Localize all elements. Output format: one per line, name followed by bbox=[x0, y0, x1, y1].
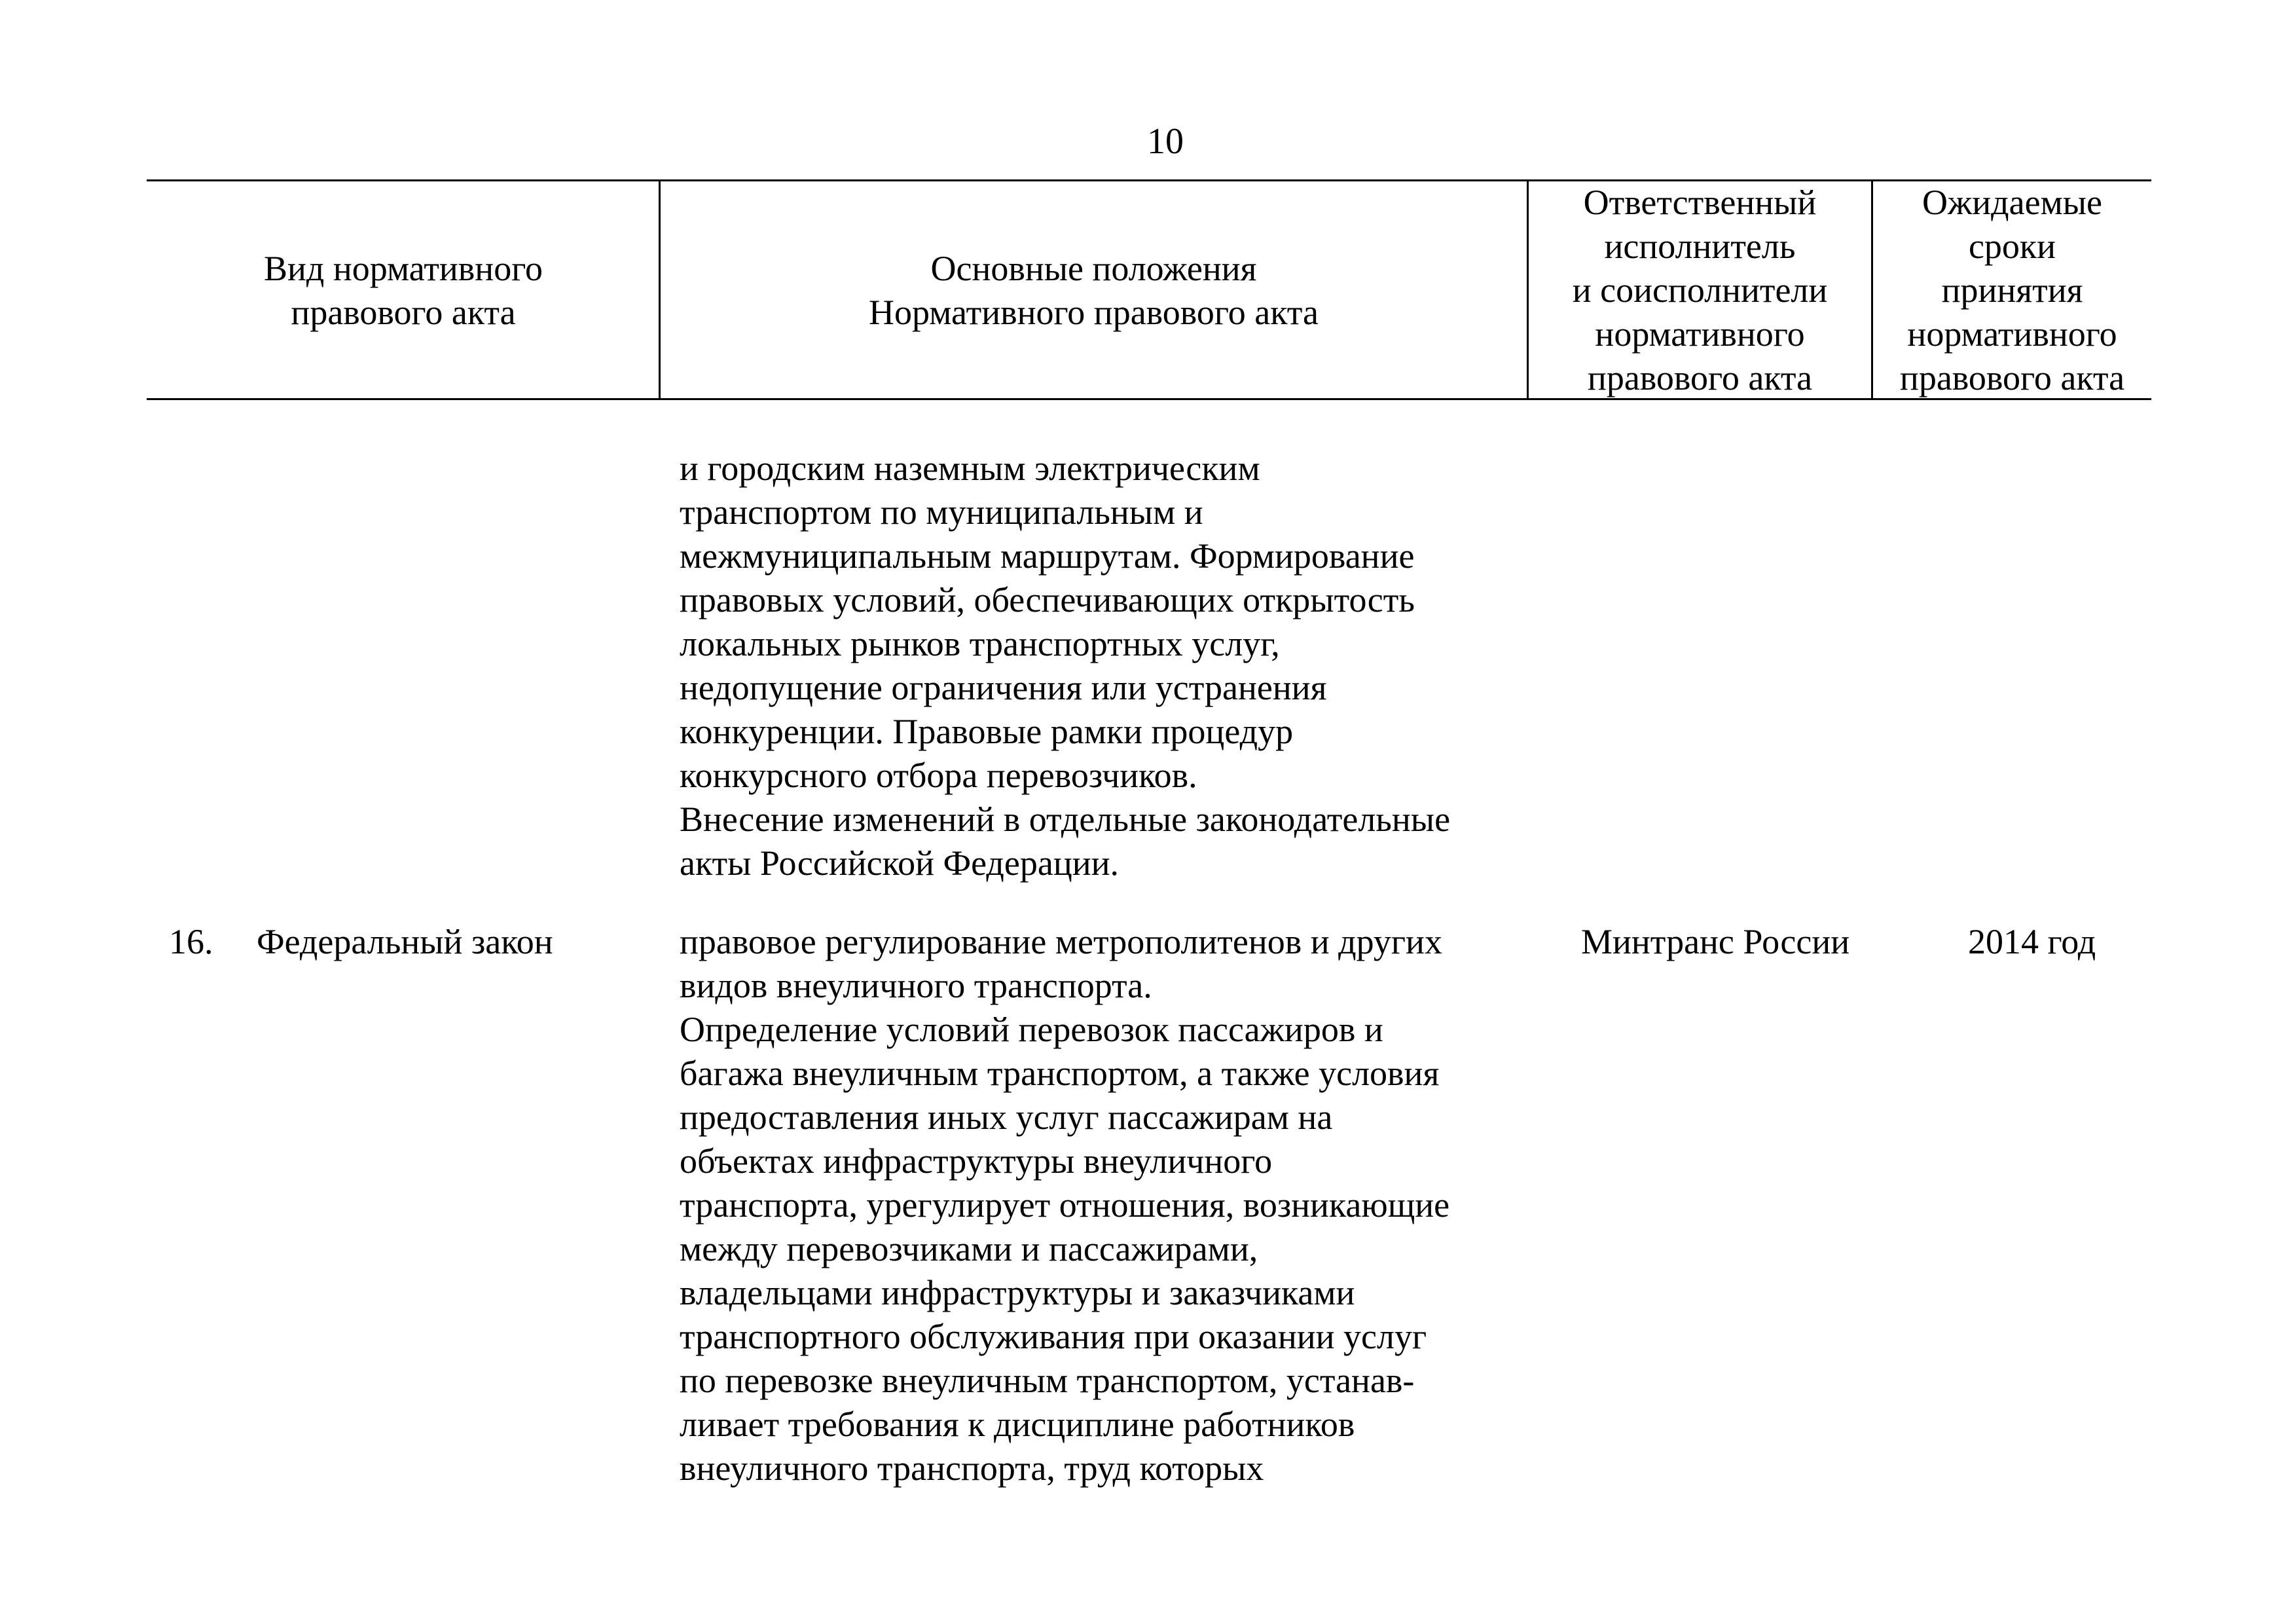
header-line: правового акта bbox=[1587, 358, 1813, 397]
header-line: Нормативного правового акта bbox=[869, 293, 1319, 332]
header-responsible bbox=[1529, 181, 1871, 400]
text-line: владельцами инфраструктуры и заказчиками bbox=[680, 1273, 1355, 1312]
text-line: конкурсного отбора перевозчиков. bbox=[680, 756, 1197, 795]
text-line: багажа внеуличным транспортом, а также условия bbox=[680, 1054, 1440, 1093]
text-line: объектах инфраструктуры внеуличного bbox=[680, 1141, 1273, 1181]
header-provisions bbox=[661, 247, 1527, 335]
text-line: и городским наземным электрическим bbox=[680, 449, 1260, 488]
header-deadline bbox=[1873, 181, 2151, 400]
header-line: нормативного bbox=[1907, 314, 2117, 354]
text-line: между перевозчиками и пассажирами, bbox=[680, 1229, 1258, 1268]
header-line: исполнитель bbox=[1604, 227, 1796, 266]
text-line: правовое регулирование метрополитенов и других bbox=[680, 922, 1442, 961]
header-line: принятия bbox=[1941, 270, 2083, 310]
text-line: локальных рынков транспортных услуг, bbox=[680, 624, 1280, 663]
text-line: предоставления иных услуг пассажирам на bbox=[680, 1098, 1333, 1137]
header-line: правового акта bbox=[1899, 358, 2125, 397]
text-line: межмуниципальным маршрутам. Формирование bbox=[680, 536, 1415, 576]
page-number: 10 bbox=[1147, 121, 1184, 162]
text-line: транспортом по муниципальным и bbox=[680, 492, 1203, 532]
header-line: нормативного bbox=[1595, 314, 1805, 354]
row-16-act-type: Федеральный закон bbox=[257, 922, 553, 961]
text-line: акты Российской Федерации. bbox=[680, 843, 1120, 883]
text-line: внеуличного транспорта, труд которых bbox=[680, 1449, 1264, 1488]
header-line: сроки bbox=[1968, 227, 2056, 266]
continued-provisions bbox=[680, 447, 1450, 885]
row-16-responsible: Минтранс России bbox=[1581, 922, 1850, 961]
header-line: Ответственный bbox=[1583, 183, 1817, 222]
text-line: транспортного обслуживания при оказании услуг bbox=[680, 1317, 1427, 1356]
text-line: Внесение изменений в отдельные законодательные bbox=[680, 800, 1451, 839]
header-line: Ожидаемые bbox=[1922, 183, 2103, 222]
header-act-type bbox=[148, 247, 659, 335]
text-line: правовых условий, обеспечивающих открытость bbox=[680, 580, 1415, 619]
row-16-number: 16. bbox=[169, 922, 213, 961]
text-line: видов внеуличного транспорта. bbox=[680, 966, 1152, 1005]
text-line: транспорта, урегулирует отношения, возникающие bbox=[680, 1185, 1450, 1225]
text-line: по перевозке внеуличным транспортом, устанав- bbox=[680, 1361, 1415, 1400]
header-line: и соисполнители bbox=[1572, 270, 1828, 310]
header-line: Основные положения bbox=[930, 249, 1257, 288]
text-line: конкуренции. Правовые рамки процедур bbox=[680, 712, 1294, 751]
header-line: Вид нормативного bbox=[263, 249, 543, 288]
text-line: Определение условий перевозок пассажиров и bbox=[680, 1010, 1383, 1049]
text-line: недопущение ограничения или устранения bbox=[680, 668, 1327, 707]
text-line: ливает требования к дисциплине работников bbox=[680, 1405, 1355, 1444]
row-16-provisions bbox=[680, 920, 1449, 1490]
row-16-deadline: 2014 год bbox=[1968, 922, 2096, 961]
header-line: правового акта bbox=[291, 293, 516, 332]
